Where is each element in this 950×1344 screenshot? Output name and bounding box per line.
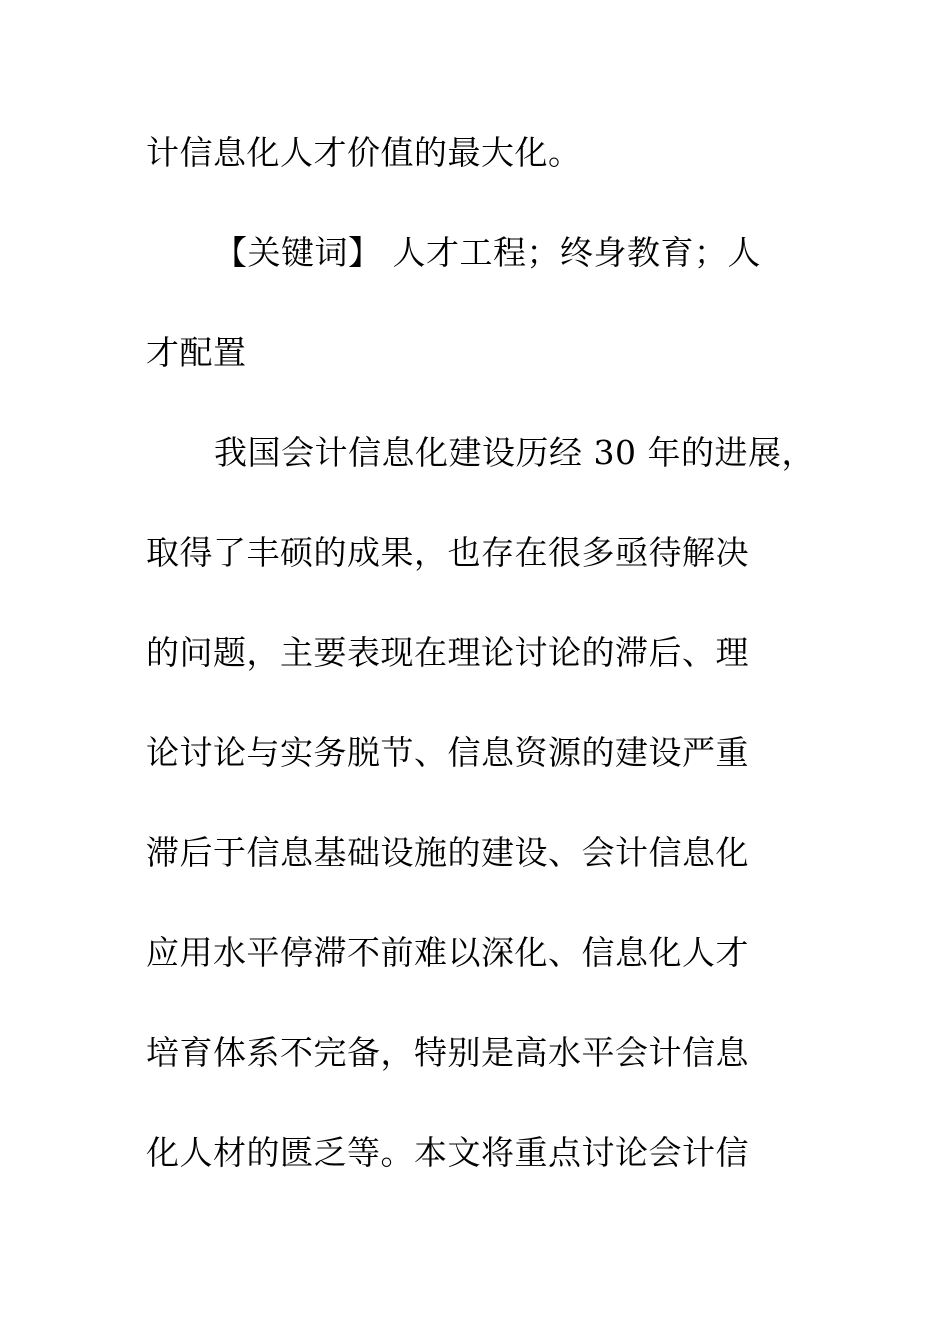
text-line: 的问题，主要表现在理论讨论的滞后、理 <box>146 633 749 672</box>
text-line: 取得了丰硕的成果，也存在很多亟待解决 <box>146 533 749 572</box>
text-line: 培育体系不完备，特别是高水平会计信息 <box>146 1033 749 1072</box>
text-line: 化人材的匮乏等。本文将重点讨论会计信 <box>146 1133 749 1172</box>
text-line: 应用水平停滞不前难以深化、信息化人才 <box>146 933 749 972</box>
text-line: 论讨论与实务脱节、信息资源的建设严重 <box>146 733 749 772</box>
text-line: 滞后于信息基础设施的建设、会计信息化 <box>146 833 749 872</box>
text-line: 计信息化人才价值的最大化。 <box>146 133 582 172</box>
paragraph-first-line: 我国会计信息化建设历经 30 年的进展， <box>214 433 815 472</box>
text-line: 才配置 <box>146 333 247 372</box>
keywords-line: 【关键词】 人才工程；终身教育；人 <box>214 233 761 272</box>
